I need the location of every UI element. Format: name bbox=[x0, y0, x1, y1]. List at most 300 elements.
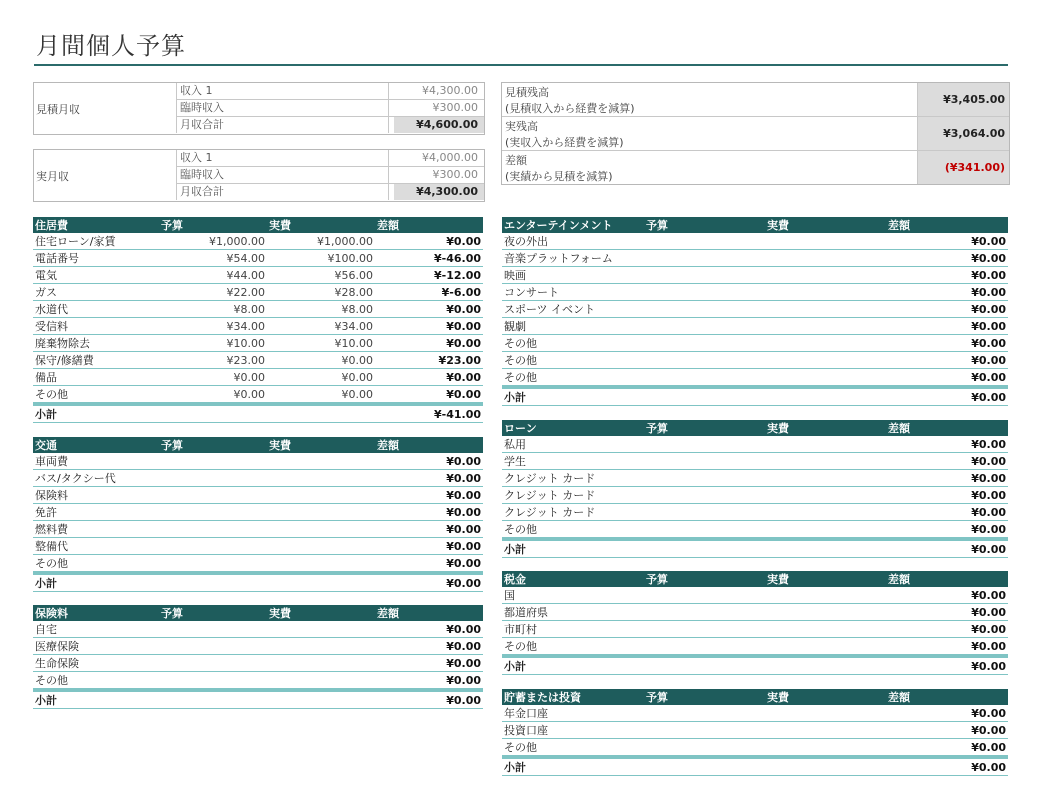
summary-row bbox=[502, 117, 1009, 151]
table-row bbox=[502, 638, 1008, 657]
actual-cell[interactable]: ¥34.00 bbox=[267, 318, 375, 335]
actual-cell[interactable]: ¥0.00 bbox=[267, 369, 375, 386]
diff-cell: ¥0.00 bbox=[375, 672, 483, 691]
actual-cell[interactable] bbox=[765, 504, 886, 521]
estimated-income-total-row bbox=[176, 117, 484, 133]
budget-cell[interactable] bbox=[644, 301, 765, 318]
budget-cell[interactable]: ¥23.00 bbox=[159, 352, 267, 369]
table-row bbox=[33, 369, 483, 386]
summary-label: 実残高 bbox=[505, 120, 538, 133]
diff-cell: ¥0.00 bbox=[375, 470, 483, 487]
category-header-row bbox=[33, 605, 483, 621]
actual-cell[interactable] bbox=[765, 587, 886, 604]
table-row bbox=[502, 267, 1008, 284]
diff-cell: ¥0.00 bbox=[375, 638, 483, 655]
table-row bbox=[33, 621, 483, 638]
actual-cell[interactable] bbox=[765, 604, 886, 621]
category-name: ローン bbox=[502, 420, 644, 436]
table-row bbox=[502, 487, 1008, 504]
actual-income-label: 実月収 bbox=[36, 169, 69, 183]
actual-cell[interactable] bbox=[267, 538, 375, 555]
diff-cell: ¥0.00 bbox=[375, 453, 483, 470]
table-row bbox=[502, 233, 1008, 250]
table-row bbox=[502, 739, 1008, 758]
diff-cell: ¥0.00 bbox=[886, 621, 1008, 638]
diff-cell: ¥0.00 bbox=[886, 436, 1008, 453]
budget-header: 予算 bbox=[644, 571, 765, 587]
table-row bbox=[502, 250, 1008, 267]
diff-cell: ¥0.00 bbox=[375, 487, 483, 504]
diff-cell: ¥-12.00 bbox=[375, 267, 483, 284]
budget-cell[interactable] bbox=[159, 487, 267, 504]
item-label: 車両費 bbox=[33, 453, 159, 470]
actual-cell[interactable] bbox=[765, 739, 886, 758]
category-table-taxes bbox=[502, 571, 1008, 675]
budget-header: 予算 bbox=[159, 437, 267, 453]
summary-note: (見積収入から経費を減算) bbox=[505, 102, 635, 115]
diff-cell: ¥0.00 bbox=[886, 504, 1008, 521]
table-row bbox=[33, 250, 483, 267]
item-label: コンサート bbox=[502, 284, 644, 301]
budget-cell[interactable] bbox=[159, 555, 267, 574]
diff-cell: ¥0.00 bbox=[375, 386, 483, 405]
item-label: 保守/修繕費 bbox=[33, 352, 159, 369]
diff-cell: ¥0.00 bbox=[886, 352, 1008, 369]
diff-cell: ¥0.00 bbox=[886, 587, 1008, 604]
actual-cell[interactable] bbox=[765, 267, 886, 284]
budget-cell[interactable] bbox=[644, 369, 765, 388]
estimated-income-row bbox=[176, 83, 484, 100]
item-label: 免許 bbox=[33, 504, 159, 521]
actual-cell[interactable]: ¥28.00 bbox=[267, 284, 375, 301]
actual-cell[interactable] bbox=[765, 301, 886, 318]
category-table-transport bbox=[33, 437, 483, 592]
budget-cell[interactable] bbox=[644, 587, 765, 604]
budget-cell[interactable] bbox=[644, 233, 765, 250]
actual-cell[interactable] bbox=[267, 504, 375, 521]
actual-cell[interactable] bbox=[267, 638, 375, 655]
diff-cell: ¥0.00 bbox=[886, 470, 1008, 487]
subtotal-label: 小計 bbox=[502, 539, 644, 558]
category-header-row bbox=[502, 217, 1008, 233]
table-row bbox=[33, 538, 483, 555]
actual-cell[interactable] bbox=[765, 233, 886, 250]
table-row bbox=[502, 436, 1008, 453]
summary-row bbox=[502, 151, 1009, 184]
actual-cell[interactable] bbox=[765, 470, 886, 487]
actual-cell[interactable] bbox=[267, 621, 375, 638]
table-row bbox=[33, 521, 483, 538]
category-header-row bbox=[33, 437, 483, 453]
subtotal-actual bbox=[267, 573, 375, 592]
budget-cell[interactable] bbox=[644, 604, 765, 621]
table-row bbox=[502, 284, 1008, 301]
subtotal-label: 小計 bbox=[33, 573, 159, 592]
budget-cell[interactable] bbox=[644, 335, 765, 352]
item-label: その他 bbox=[502, 521, 644, 540]
actual-cell[interactable] bbox=[765, 318, 886, 335]
actual-cell[interactable] bbox=[765, 705, 886, 722]
item-label: 電話番号 bbox=[33, 250, 159, 267]
income-row-value[interactable]: ¥4,000.00 bbox=[422, 151, 478, 164]
subtotal-budget bbox=[644, 387, 765, 406]
actual-cell[interactable] bbox=[765, 621, 886, 638]
item-label: ガス bbox=[33, 284, 159, 301]
diff-cell: ¥0.00 bbox=[886, 604, 1008, 621]
item-label: 廃棄物除去 bbox=[33, 335, 159, 352]
table-row bbox=[33, 504, 483, 521]
table-row bbox=[502, 705, 1008, 722]
diff-cell: ¥0.00 bbox=[886, 705, 1008, 722]
item-label: 整備代 bbox=[33, 538, 159, 555]
category-table-housing bbox=[33, 217, 483, 423]
diff-cell: ¥0.00 bbox=[375, 301, 483, 318]
category-table-loans bbox=[502, 420, 1008, 558]
actual-header: 実費 bbox=[267, 437, 375, 453]
actual-cell[interactable] bbox=[765, 722, 886, 739]
diff-cell: ¥0.00 bbox=[375, 318, 483, 335]
actual-cell[interactable] bbox=[267, 453, 375, 470]
table-row bbox=[33, 555, 483, 574]
subtotal-budget bbox=[159, 573, 267, 592]
diff-cell: ¥0.00 bbox=[886, 521, 1008, 540]
diff-cell: ¥0.00 bbox=[886, 453, 1008, 470]
budget-cell[interactable] bbox=[644, 521, 765, 540]
item-label: その他 bbox=[33, 672, 159, 691]
table-row bbox=[502, 470, 1008, 487]
item-label: 水道代 bbox=[33, 301, 159, 318]
actual-cell[interactable] bbox=[765, 638, 886, 657]
table-row bbox=[502, 604, 1008, 621]
budget-header: 予算 bbox=[159, 217, 267, 233]
category-name: 保険料 bbox=[33, 605, 159, 621]
subtotal-row bbox=[502, 656, 1008, 675]
estimated-balance-value: ¥3,405.00 bbox=[917, 83, 1009, 116]
table-row bbox=[502, 453, 1008, 470]
item-label: 燃料費 bbox=[33, 521, 159, 538]
subtotal-label: 小計 bbox=[33, 404, 159, 423]
diff-header: 差額 bbox=[375, 217, 483, 233]
actual-cell[interactable] bbox=[267, 555, 375, 574]
actual-cell[interactable] bbox=[765, 487, 886, 504]
budget-cell[interactable] bbox=[159, 521, 267, 538]
category-header-row bbox=[502, 689, 1008, 705]
diff-cell: ¥0.00 bbox=[886, 318, 1008, 335]
diff-cell: ¥0.00 bbox=[886, 722, 1008, 739]
actual-cell[interactable]: ¥8.00 bbox=[267, 301, 375, 318]
budget-cell[interactable] bbox=[644, 722, 765, 739]
subtotal-label: 小計 bbox=[502, 757, 644, 776]
diff-cell: ¥-6.00 bbox=[375, 284, 483, 301]
diff-cell: ¥0.00 bbox=[375, 369, 483, 386]
budget-cell[interactable] bbox=[644, 638, 765, 657]
budget-cell[interactable]: ¥0.00 bbox=[159, 386, 267, 405]
balance-summary-box bbox=[501, 82, 1010, 185]
subtotal-actual bbox=[765, 757, 886, 776]
table-row bbox=[33, 352, 483, 369]
diff-cell: ¥0.00 bbox=[375, 335, 483, 352]
summary-label: 見積残高 bbox=[505, 86, 549, 99]
actual-cell[interactable]: ¥1,000.00 bbox=[267, 233, 375, 250]
diff-cell: ¥0.00 bbox=[375, 233, 483, 250]
budget-cell[interactable] bbox=[644, 436, 765, 453]
table-row bbox=[502, 318, 1008, 335]
diff-cell: ¥0.00 bbox=[375, 621, 483, 638]
budget-cell[interactable] bbox=[644, 487, 765, 504]
budget-cell[interactable]: ¥44.00 bbox=[159, 267, 267, 284]
actual-cell[interactable]: ¥0.00 bbox=[267, 386, 375, 405]
category-header-row bbox=[33, 217, 483, 233]
item-label: 観劇 bbox=[502, 318, 644, 335]
budget-cell[interactable] bbox=[159, 655, 267, 672]
budget-cell[interactable] bbox=[644, 318, 765, 335]
table-row bbox=[502, 369, 1008, 388]
budget-cell[interactable] bbox=[644, 470, 765, 487]
category-header-row bbox=[502, 420, 1008, 436]
budget-cell[interactable] bbox=[159, 621, 267, 638]
table-row bbox=[33, 301, 483, 318]
income-row-value[interactable]: ¥300.00 bbox=[432, 101, 478, 114]
budget-cell[interactable] bbox=[644, 284, 765, 301]
subtotal-label: 小計 bbox=[502, 656, 644, 675]
budget-header: 予算 bbox=[644, 420, 765, 436]
income-row-value[interactable]: ¥300.00 bbox=[432, 168, 478, 181]
budget-header: 予算 bbox=[644, 689, 765, 705]
subtotal-budget bbox=[644, 757, 765, 776]
table-row bbox=[33, 284, 483, 301]
income-row-label: 臨時収入 bbox=[176, 167, 389, 183]
actual-header: 実費 bbox=[765, 571, 886, 587]
actual-income-box bbox=[33, 149, 485, 202]
income-row-label: 臨時収入 bbox=[176, 100, 389, 116]
actual-cell[interactable]: ¥56.00 bbox=[267, 267, 375, 284]
diff-cell: ¥0.00 bbox=[375, 555, 483, 574]
subtotal-actual bbox=[765, 656, 886, 675]
diff-cell: ¥0.00 bbox=[886, 739, 1008, 758]
diff-header: 差額 bbox=[886, 689, 1008, 705]
category-name: 貯蓄または投資 bbox=[502, 689, 644, 705]
item-label: 年金口座 bbox=[502, 705, 644, 722]
subtotal-row bbox=[33, 573, 483, 592]
budget-cell[interactable] bbox=[644, 267, 765, 284]
income-total-value: ¥4,600.00 bbox=[394, 117, 484, 133]
category-table-insurance bbox=[33, 605, 483, 709]
summary-note: (実績から見積を減算) bbox=[505, 170, 613, 183]
diff-cell: ¥0.00 bbox=[886, 369, 1008, 388]
category-table-savings bbox=[502, 689, 1008, 776]
diff-cell: ¥23.00 bbox=[375, 352, 483, 369]
table-row bbox=[33, 487, 483, 504]
diff-cell: ¥0.00 bbox=[375, 521, 483, 538]
item-label: 映画 bbox=[502, 267, 644, 284]
actual-cell[interactable] bbox=[765, 521, 886, 540]
actual-cell[interactable] bbox=[765, 436, 886, 453]
item-label: 住宅ローン/家賃 bbox=[33, 233, 159, 250]
item-label: その他 bbox=[502, 369, 644, 388]
subtotal-actual bbox=[765, 539, 886, 558]
diff-cell: ¥0.00 bbox=[886, 284, 1008, 301]
diff-cell: ¥0.00 bbox=[886, 638, 1008, 657]
category-header-row bbox=[502, 571, 1008, 587]
table-row bbox=[33, 318, 483, 335]
actual-cell[interactable]: ¥100.00 bbox=[267, 250, 375, 267]
budget-cell[interactable] bbox=[159, 538, 267, 555]
table-row bbox=[33, 453, 483, 470]
budget-cell[interactable] bbox=[159, 638, 267, 655]
actual-cell[interactable] bbox=[765, 250, 886, 267]
item-label: その他 bbox=[502, 638, 644, 657]
income-total-value: ¥4,300.00 bbox=[394, 184, 484, 200]
budget-cell[interactable] bbox=[644, 352, 765, 369]
subtotal-diff: ¥0.00 bbox=[375, 573, 483, 592]
actual-cell[interactable] bbox=[765, 369, 886, 388]
actual-balance-value: ¥3,064.00 bbox=[917, 117, 1009, 150]
diff-header: 差額 bbox=[375, 437, 483, 453]
actual-cell[interactable] bbox=[765, 352, 886, 369]
income-row-label: 収入 1 bbox=[176, 83, 389, 99]
diff-cell: ¥0.00 bbox=[375, 655, 483, 672]
subtotal-label: 小計 bbox=[33, 690, 159, 709]
item-label: その他 bbox=[33, 386, 159, 405]
budget-cell[interactable] bbox=[159, 504, 267, 521]
item-label: クレジット カード bbox=[502, 487, 644, 504]
page-title: 月間個人予算 bbox=[36, 32, 186, 60]
diff-header: 差額 bbox=[375, 605, 483, 621]
table-row bbox=[33, 672, 483, 691]
budget-cell[interactable]: ¥0.00 bbox=[159, 369, 267, 386]
item-label: その他 bbox=[502, 335, 644, 352]
budget-cell[interactable] bbox=[644, 621, 765, 638]
actual-cell[interactable] bbox=[267, 655, 375, 672]
subtotal-row bbox=[502, 387, 1008, 406]
actual-cell[interactable] bbox=[765, 453, 886, 470]
category-name: 税金 bbox=[502, 571, 644, 587]
item-label: 備品 bbox=[33, 369, 159, 386]
actual-cell[interactable] bbox=[765, 284, 886, 301]
subtotal-diff: ¥0.00 bbox=[886, 757, 1008, 776]
subtotal-diff: ¥0.00 bbox=[886, 539, 1008, 558]
table-row bbox=[33, 233, 483, 250]
actual-cell[interactable] bbox=[267, 521, 375, 538]
subtotal-row bbox=[33, 404, 483, 423]
diff-cell: ¥0.00 bbox=[886, 301, 1008, 318]
actual-income-row bbox=[176, 167, 484, 184]
item-label: 都道府県 bbox=[502, 604, 644, 621]
budget-cell[interactable] bbox=[159, 453, 267, 470]
table-row bbox=[502, 301, 1008, 318]
subtotal-label: 小計 bbox=[502, 387, 644, 406]
summary-note: (実収入から経費を減算) bbox=[505, 136, 624, 149]
actual-cell[interactable]: ¥10.00 bbox=[267, 335, 375, 352]
item-label: クレジット カード bbox=[502, 470, 644, 487]
subtotal-row bbox=[33, 690, 483, 709]
budget-cell[interactable]: ¥54.00 bbox=[159, 250, 267, 267]
table-row bbox=[33, 267, 483, 284]
subtotal-actual bbox=[267, 404, 375, 423]
category-table-entertainment bbox=[502, 217, 1008, 406]
budget-cell[interactable]: ¥8.00 bbox=[159, 301, 267, 318]
item-label: 学生 bbox=[502, 453, 644, 470]
income-total-label: 月収合計 bbox=[176, 184, 389, 200]
diff-cell: ¥0.00 bbox=[886, 487, 1008, 504]
subtotal-budget bbox=[159, 404, 267, 423]
actual-cell[interactable] bbox=[267, 672, 375, 691]
item-label: 夜の外出 bbox=[502, 233, 644, 250]
subtotal-row bbox=[502, 757, 1008, 776]
budget-cell[interactable] bbox=[644, 705, 765, 722]
subtotal-budget bbox=[644, 539, 765, 558]
table-row bbox=[33, 655, 483, 672]
actual-header: 実費 bbox=[765, 420, 886, 436]
subtotal-actual bbox=[267, 690, 375, 709]
diff-cell: ¥0.00 bbox=[375, 504, 483, 521]
diff-cell: ¥0.00 bbox=[886, 335, 1008, 352]
actual-cell[interactable] bbox=[267, 487, 375, 504]
item-label: その他 bbox=[502, 739, 644, 758]
actual-cell[interactable]: ¥0.00 bbox=[267, 352, 375, 369]
diff-cell: ¥0.00 bbox=[886, 233, 1008, 250]
actual-income-row bbox=[176, 150, 484, 167]
budget-cell[interactable] bbox=[644, 739, 765, 758]
item-label: クレジット カード bbox=[502, 504, 644, 521]
budget-cell[interactable] bbox=[644, 453, 765, 470]
item-label: 医療保険 bbox=[33, 638, 159, 655]
budget-cell[interactable]: ¥1,000.00 bbox=[159, 233, 267, 250]
summary-row bbox=[502, 83, 1009, 117]
budget-cell[interactable]: ¥34.00 bbox=[159, 318, 267, 335]
item-label: 音楽プラットフォーム bbox=[502, 250, 644, 267]
subtotal-budget bbox=[644, 656, 765, 675]
table-row bbox=[502, 621, 1008, 638]
budget-cell[interactable] bbox=[644, 504, 765, 521]
budget-header: 予算 bbox=[644, 217, 765, 233]
summary-label: 差額 bbox=[505, 154, 527, 167]
budget-cell[interactable] bbox=[159, 672, 267, 691]
estimated-income-row bbox=[176, 100, 484, 117]
item-label: その他 bbox=[33, 555, 159, 574]
item-label: その他 bbox=[502, 352, 644, 369]
actual-income-total-row bbox=[176, 184, 484, 200]
budget-cell[interactable] bbox=[644, 250, 765, 267]
subtotal-diff: ¥0.00 bbox=[886, 656, 1008, 675]
item-label: 市町村 bbox=[502, 621, 644, 638]
table-row bbox=[33, 638, 483, 655]
subtotal-actual bbox=[765, 387, 886, 406]
actual-header: 実費 bbox=[765, 689, 886, 705]
item-label: 私用 bbox=[502, 436, 644, 453]
estimated-income-box bbox=[33, 82, 485, 135]
item-label: 受信料 bbox=[33, 318, 159, 335]
budget-cell[interactable]: ¥10.00 bbox=[159, 335, 267, 352]
budget-cell[interactable]: ¥22.00 bbox=[159, 284, 267, 301]
subtotal-diff: ¥0.00 bbox=[886, 387, 1008, 406]
item-label: 投資口座 bbox=[502, 722, 644, 739]
actual-cell[interactable] bbox=[267, 470, 375, 487]
table-row bbox=[502, 722, 1008, 739]
budget-header: 予算 bbox=[159, 605, 267, 621]
item-label: 国 bbox=[502, 587, 644, 604]
estimated-income-label: 見積月収 bbox=[36, 102, 80, 116]
income-row-label: 収入 1 bbox=[176, 150, 389, 166]
table-row bbox=[33, 335, 483, 352]
table-row bbox=[502, 521, 1008, 540]
table-row bbox=[502, 335, 1008, 352]
table-row bbox=[33, 470, 483, 487]
budget-cell[interactable] bbox=[159, 470, 267, 487]
actual-cell[interactable] bbox=[765, 335, 886, 352]
item-label: バス/タクシー代 bbox=[33, 470, 159, 487]
income-row-value[interactable]: ¥4,300.00 bbox=[422, 84, 478, 97]
